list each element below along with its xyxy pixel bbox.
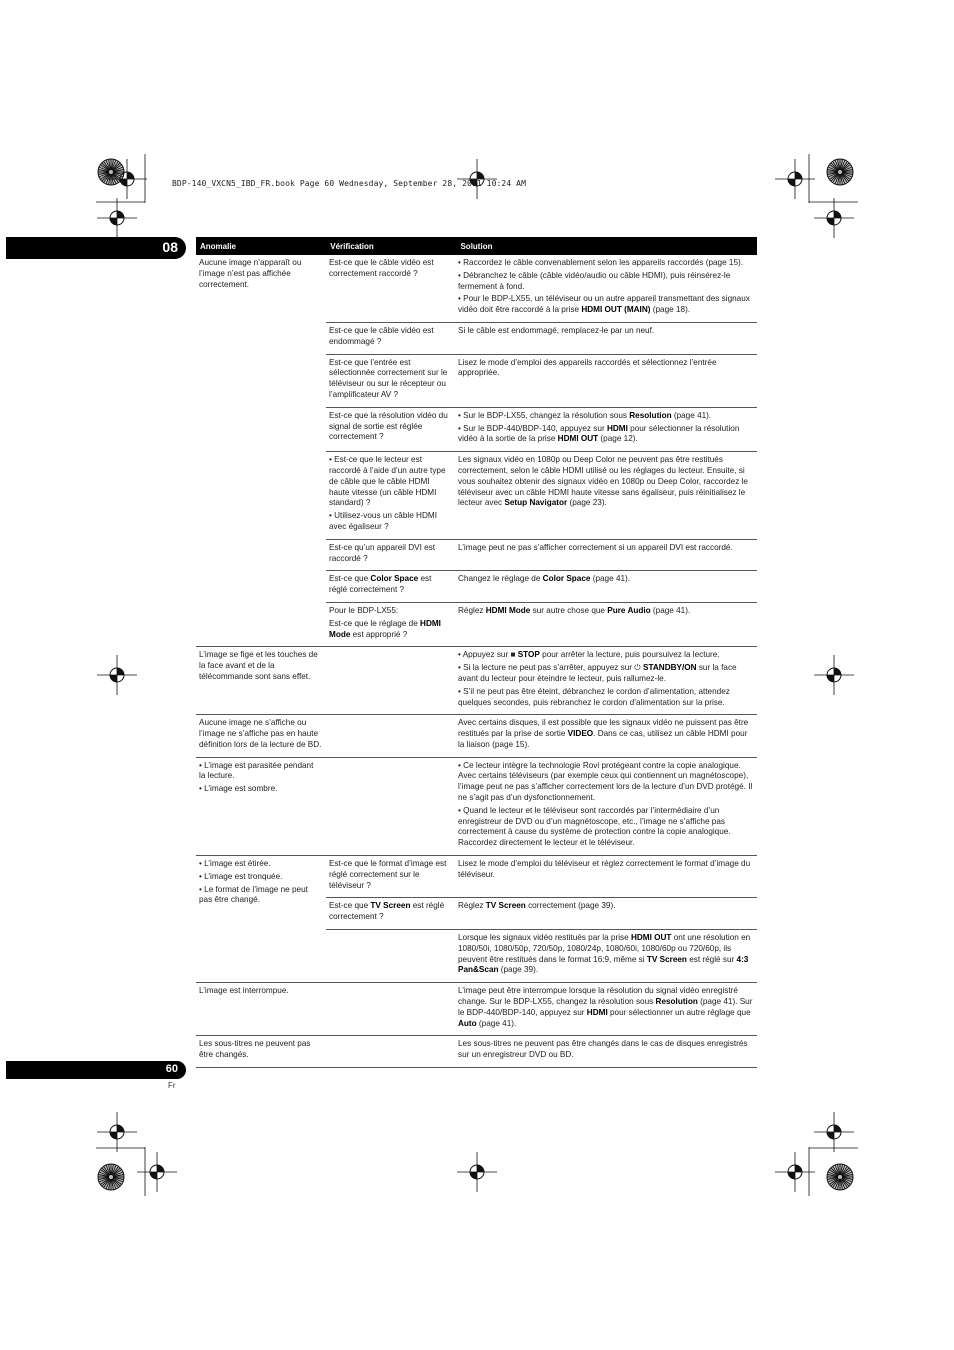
- solution-text: Réglez HDMI Mode sur autre chose que Pure Audio (page 41).: [458, 605, 691, 615]
- table-row: [326, 898, 757, 930]
- solution-cell: [454, 983, 757, 1035]
- anomalie-cell: [196, 647, 325, 714]
- page-number: 60: [165, 1063, 178, 1075]
- page-tab: [6, 1061, 186, 1079]
- solution-text: • S’il ne peut pas être éteint, débranchez le cordon d’alimentation, attendez quelques secondes, puis rebranchez le cordon d’alimentation sur la prise.: [458, 686, 730, 707]
- solution-text: • Si la lecture ne peut pas s’arrêter, appuyez sur ⏻ STANDBY/ON sur la face avant du lecteur pour éteindre le lecteur, puis rallumez-le.: [458, 663, 737, 683]
- verification-text: Est-ce que le format d’image est réglé correctement sur le téléviseur ?: [329, 859, 447, 890]
- anomalie-text: • L’image est parasitée pendant la lecture.: [199, 760, 314, 781]
- col-verification: Vérification: [330, 241, 374, 251]
- anomalie-text: L’image se fige et les touches de la face avant et de la télécommande sont sans effet.: [199, 650, 318, 681]
- solution-text: • Quand le lecteur et le téléviseur sont raccordés par l’intermédiaire d’un enregistreur de DVD ou d’un magnétoscope, etc., l’image ne s’affiche pas correctement à cause du système de protection contre la copie analogique. Raccordez directement le lecteur et le téléviseur.: [458, 805, 731, 848]
- table-row-group: [196, 856, 757, 983]
- table-row-group: [196, 647, 757, 715]
- solution-text: Avec certains disques, il est possible que les signaux vidéo ne puissent pas être restitués par la prise de sortie VIDEO. Dans ce cas, utilisez un câble HDMI pour la liaison (page 15).: [458, 718, 749, 749]
- solution-cell: [454, 715, 757, 756]
- table-row-group: [196, 715, 757, 757]
- verification-cell: [326, 983, 454, 1035]
- verification-text: • Est-ce que le lecteur est raccordé à l’aide d’un autre type de câble que le câble HDMI haute vitesse (un câble HDMI standard) ?: [329, 455, 446, 508]
- table-row: [326, 571, 757, 603]
- solution-text: Réglez TV Screen correctement (page 39).: [458, 901, 616, 911]
- anomalie-text: • L’image est étirée.: [199, 859, 271, 869]
- solution-text: Les sous-titres ne peuvent pas être changés dans le cas de disques enregistrés sur un enregistreur DVD ou BD.: [458, 1039, 748, 1060]
- anomalie-text: Aucune image ne s’affiche ou l’image ne s’affiche pas en haute définition lors de la lecture de BD.: [199, 718, 322, 749]
- anomalie-cell: [196, 856, 325, 982]
- chapter-tab: [6, 237, 186, 259]
- anomalie-text: Aucune image n’apparaît ou l’image n’est pas affichée correctement.: [199, 258, 302, 289]
- solution-cell: [454, 540, 757, 571]
- solution-text: Changez le réglage de Color Space (page 41).: [458, 574, 631, 584]
- verification-cell: [326, 898, 454, 929]
- solution-text: • Appuyez sur ■ STOP pour arrêter la lecture, puis poursuivez la lecture.: [458, 650, 720, 660]
- solution-text: Si le câble est endommagé, remplacez-le par un neuf.: [458, 325, 655, 335]
- solution-cell: [454, 408, 757, 451]
- verification-cell: [326, 856, 454, 897]
- verification-text: Est-ce que le câble vidéo est correctement raccordé ?: [329, 258, 434, 278]
- solution-cell: [454, 898, 757, 929]
- anomalie-text: L’image est interrompue.: [199, 986, 289, 996]
- verification-text: Est-ce que le réglage de HDMI Mode est approprié ?: [329, 618, 441, 639]
- table-row: [326, 715, 757, 756]
- col-solution: Solution: [460, 241, 493, 251]
- solution-cell: [454, 355, 757, 407]
- table-row: [326, 452, 757, 540]
- table-row: [326, 856, 757, 898]
- chapter-number: 08: [162, 239, 178, 255]
- solution-text: • Ce lecteur intègre la technologie Rovi protégeant contre la copie analogique. Avec certains téléviseurs (par exemple ceux qui contiennent un magnétoscope), l’image peut ne pas s’afficher correctement lors de la lecture d’un DVD protégé. Il ne s’agit pas d’un dysfonctionnement.: [458, 760, 753, 803]
- file-info: BDP-140_VXCN5_IBD_FR.book Page 60 Wednesday, September 28, 2011 10:24 AM: [172, 179, 526, 188]
- solution-cell: [454, 758, 757, 855]
- solution-cell: [454, 255, 757, 322]
- anomalie-text: • L’image est sombre.: [199, 784, 278, 794]
- verification-text: Pour le BDP-LX55:: [329, 605, 399, 615]
- verification-text: • Utilisez-vous un câble HDMI avec égaliseur ?: [329, 511, 437, 531]
- table-row: [326, 983, 757, 1035]
- table-header: [196, 237, 757, 255]
- table-row-group: [196, 255, 757, 647]
- verification-cell: [326, 1036, 454, 1067]
- verification-cell: [326, 452, 454, 539]
- solution-text: L’image peut être interrompue lorsque la résolution du signal vidéo enregistré change. Sur le BDP-LX55, changez la résolution sous Resolution (page 41). Sur le BDP-440/BDP-140, appuyez sur HDMI pour sélectionner un autre réglage que Auto (page 41).: [458, 986, 753, 1028]
- verification-text: Est-ce que le câble vidéo est endommagé ?: [329, 325, 434, 346]
- verification-cell: [326, 603, 454, 646]
- solution-text: • Sur le BDP-440/BDP-140, appuyez sur HDMI pour sélectionner la résolution vidéo à la sortie de la prise HDMI OUT (page 12).: [458, 423, 740, 444]
- solution-text: • Raccordez le câble convenablement selon les appareils raccordés (page 15).: [458, 258, 744, 267]
- solution-cell: [454, 571, 757, 602]
- solution-text: Lisez le mode d’emploi des appareils raccordés et sélectionnez l’entrée appropriée.: [458, 357, 717, 378]
- solution-cell: [454, 856, 757, 897]
- anomalie-cell: [196, 758, 325, 855]
- anomalie-cell: [196, 715, 325, 756]
- table-row: [326, 930, 757, 982]
- table-row: [326, 408, 757, 452]
- verification-cell: [326, 571, 454, 602]
- solution-cell: [454, 647, 757, 714]
- table-row: [326, 647, 757, 714]
- anomalie-cell: [196, 1036, 325, 1067]
- table-row: [326, 758, 757, 855]
- table-row: [326, 1036, 757, 1067]
- table-row-group: [196, 1036, 757, 1068]
- verification-text: Est-ce que Color Space est réglé correctement ?: [329, 574, 432, 595]
- anomalie-cell: [196, 983, 325, 1035]
- verification-cell: [326, 540, 454, 571]
- solution-cell: [454, 452, 757, 539]
- verification-cell: [326, 355, 454, 407]
- verification-cell: [326, 255, 454, 322]
- verification-text: Est-ce que l’entrée est sélectionnée correctement sur le téléviseur ou sur le récepteur ou l’amplificateur AV ?: [329, 357, 448, 399]
- table-row: [326, 603, 757, 646]
- verification-cell: [326, 758, 454, 855]
- anomalie-text: • L’image est tronquée.: [199, 871, 283, 881]
- anomalie-cell: [196, 255, 325, 646]
- verification-text: Est-ce que TV Screen est réglé correctement ?: [329, 901, 445, 922]
- table-body: [196, 255, 757, 1068]
- solution-cell: [454, 1036, 757, 1067]
- solution-text: • Sur le BDP-LX55, changez la résolution sous Resolution (page 41).: [458, 410, 712, 420]
- table-row: [326, 355, 757, 408]
- solution-text: Les signaux vidéo en 1080p ou Deep Color ne peuvent pas être restitués correctement, selon le câble HDMI utilisé ou les réglages du lecteur. Ensuite, si vous souhaitez obtenir des signaux vidéo en 1080p ou Deep Color, raccordez le téléviseur avec un câble HDMI haute vitesse sans égaliseur, puis réinitialisez le lecteur avec Setup Navigator (page 23).: [458, 455, 748, 508]
- table-row: [326, 540, 757, 572]
- solution-cell: [454, 603, 757, 646]
- verification-cell: [326, 647, 454, 714]
- anomalie-text: Les sous-titres ne peuvent pas être changés.: [199, 1039, 311, 1060]
- verification-cell: [326, 715, 454, 756]
- anomalie-text: • Le format de l’image ne peut pas être changé.: [199, 884, 308, 905]
- col-anomalie: Anomalie: [200, 241, 237, 251]
- solution-text: L’image peut ne pas s’afficher correctement si un appareil DVI est raccordé.: [458, 542, 733, 552]
- troubleshooting-table: [196, 237, 757, 1068]
- table-row-group: [196, 758, 757, 856]
- verification-cell: [326, 323, 454, 354]
- solution-text: • Débranchez le câble (câble vidéo/audio ou câble HDMI), puis réinsérez-le fermement à fond.: [458, 270, 731, 291]
- verification-text: Est-ce qu’un appareil DVI est raccordé ?: [329, 542, 436, 563]
- solution-text: Lisez le mode d’emploi du téléviseur et réglez correctement le format d’image du téléviseur.: [458, 859, 751, 879]
- solution-cell: [454, 323, 757, 354]
- table-row: [326, 255, 757, 323]
- table-row-group: [196, 983, 757, 1036]
- language-code: Fr: [168, 1081, 176, 1090]
- solution-text: Lorsque les signaux vidéo restitués par la prise HDMI OUT ont une résolution en 1080/50i, 1080/50p, 720/50p, 1080/24p, 1080/60i, 1080/60p ou 720/60p, ils peuvent être restitués dans le format 16:9, même si TV Screen est réglé sur 4:3 Pan&Scan (page 39).: [458, 933, 751, 975]
- verification-cell: [326, 408, 454, 451]
- verification-text: Est-ce que la résolution vidéo du signal de sortie est réglée correctement ?: [329, 410, 448, 442]
- solution-text: • Pour le BDP-LX55, un téléviseur ou un autre appareil transmettant des signaux vidéo doit être raccordé à la prise HDMI OUT (MAIN) (page 18).: [458, 294, 750, 315]
- verification-cell: [326, 930, 454, 982]
- solution-cell: [454, 930, 757, 982]
- table-row: [326, 323, 757, 355]
